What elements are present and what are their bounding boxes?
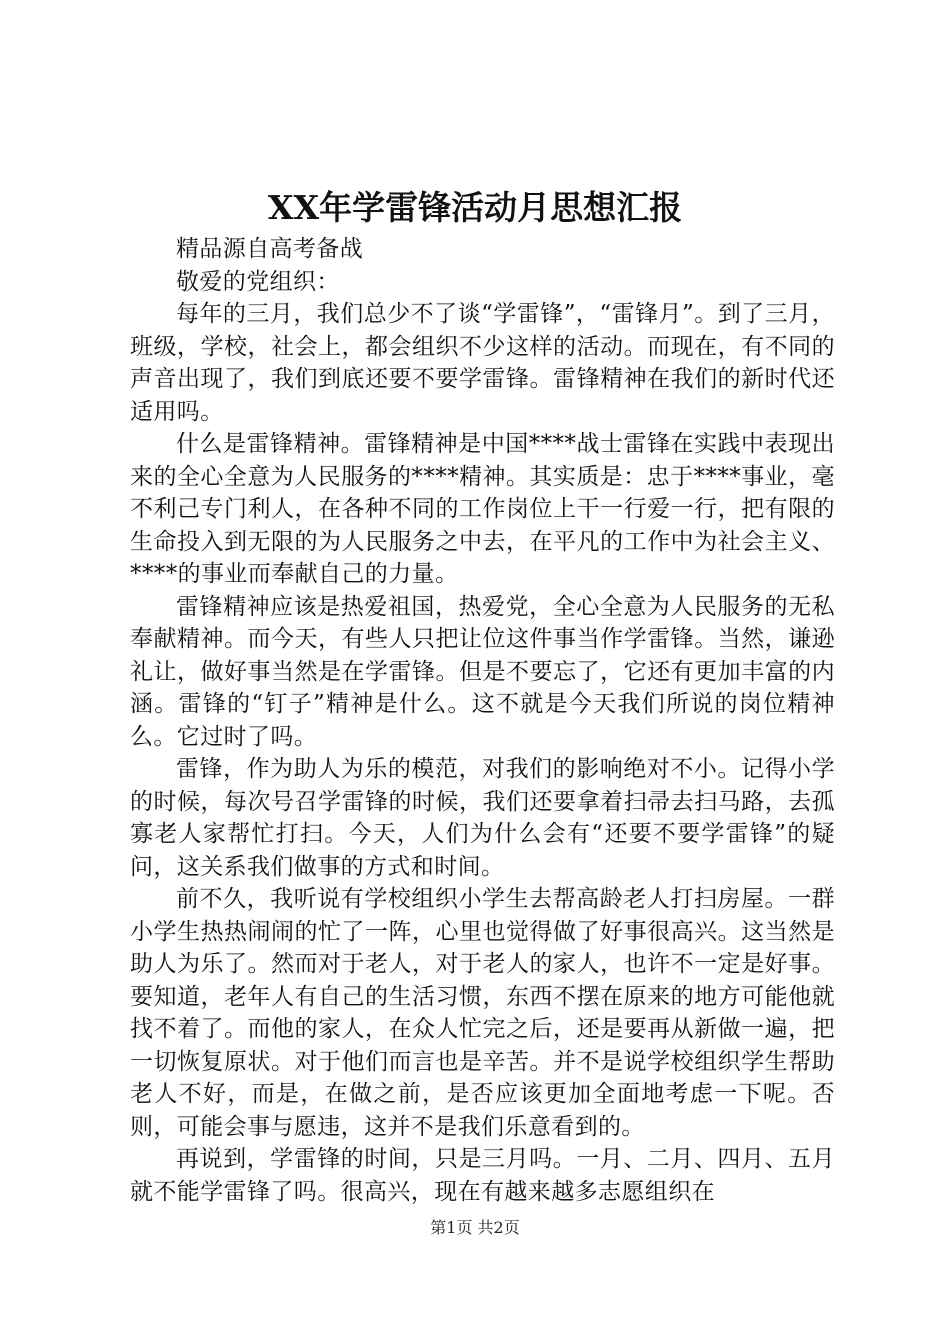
- document-title: XX年学雷锋活动月思想汇报: [267, 188, 683, 227]
- paragraph: 再说到，学雷锋的时间，只是三月吗。一月、二月、四月、五月就不能学雷锋了吗。很高兴，现在有越来越多志愿组织在: [130, 1146, 835, 1205]
- paragraph: 每年的三月，我们总少不了谈“学雷锋”，“雷锋月”。到了三月，班级，学校，社会上，都会组织不少这样的活动。而现在，有不同的声音出现了，我们到底还要不要学雷锋。雷锋精神在我们的新时代还适用吗。: [130, 301, 835, 425]
- paragraph: 雷锋，作为助人为乐的模范，对我们的影响绝对不小。记得小学的时候，每次号召学雷锋的时候，我们还要拿着扫帚去扫马路，去孤寡老人家帮忙打扫。今天，人们为什么会有“还要不要学雷锋”的疑问，这关系我们做事的方式和时间。: [130, 756, 835, 880]
- paragraph: 雷锋精神应该是热爱祖国，热爱党，全心全意为人民服务的无私奉献精神。而今天，有些人只把让位这件事当作学雷锋。当然，谦逊礼让，做好事当然是在学雷锋。但是不要忘了，它还有更加丰富的内涵。雷锋的“钉子”精神是什么。这不就是今天我们所说的岗位精神么。它过时了吗。: [130, 593, 835, 750]
- paragraph-salutation: 敬爱的党组织：: [176, 268, 340, 295]
- paragraph-source: 精品源自高考备战: [176, 236, 364, 262]
- document-body: [130, 233, 835, 1208]
- page-footer: 第1页 共2页: [430, 1218, 520, 1237]
- paragraph: 前不久，我听说有学校组织小学生去帮高龄老人打扫房屋。一群小学生热热闹闹的忙了一阵，心里也觉得做了好事很高兴。这当然是助人为乐了。然而对于老人，对于老人的家人，也许不一定是好事。要知道，老年人有自己的生活习惯，东西不摆在原来的地方可能他就找不着了。而他的家人，在众人忙完之后，还是要再从新做一遍，把一切恢复原状。对于他们而言也是辛苦。并不是说学校组织学生帮助老人不好，而是，在做之前，是否应该更加全面地考虑一下呢。否则，可能会事与愿违，这并不是我们乐意看到的。: [130, 886, 835, 1140]
- paragraph: 什么是雷锋精神。雷锋精神是中国****战士雷锋在实践中表现出来的全心全意为人民服务的****精神。其实质是：忠于****事业，毫不利己专门利人，在各种不同的工作岗位上干一行爱一行，把有限的生命投入到无限的为人民服务之中去，在平凡的工作中为社会主义、****的事业而奉献自己的力量。: [130, 431, 835, 587]
